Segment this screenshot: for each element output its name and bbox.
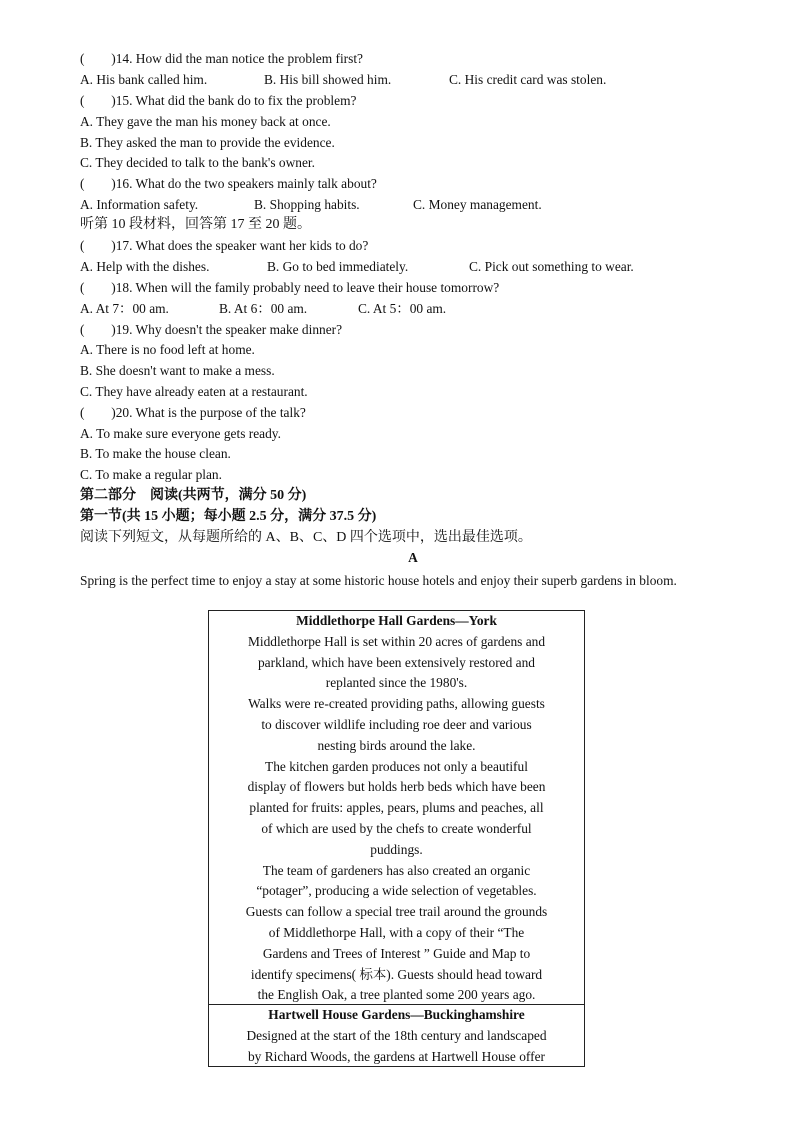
garden-middlethorpe-line: planted for fruits: apples, pears, plums and peaches, all: [249, 800, 544, 816]
question-20-option-a: A. To make sure everyone gets ready.: [80, 426, 281, 441]
question-17-option-b: B. Go to bed immediately.: [267, 259, 409, 274]
garden-middlethorpe-line: The team of gardeners has also created an organic: [262, 862, 531, 878]
garden-middlethorpe-line: “potager”, producing a wide selection of vegetables.: [256, 883, 537, 899]
garden-middlethorpe-line: of Middlethorpe Hall, with a copy of their “The: [268, 924, 525, 940]
garden-middlethorpe-line: The kitchen garden produces not only a beautiful: [265, 758, 528, 774]
question-19-option-a: A. There is no food left at home.: [80, 342, 255, 357]
garden-middlethorpe-line: to discover wildlife including roe deer and various: [261, 716, 532, 732]
question-18-stem: ( )18. When will the family probably need to leave their house tomorrow?: [80, 280, 500, 295]
question-18-option-c: C. At 5：00 am.: [358, 301, 447, 316]
question-16-stem: ( )16. What do the two speakers mainly talk about?: [80, 176, 377, 191]
gardens-box: [208, 610, 585, 1067]
garden-middlethorpe-section: [209, 611, 584, 1005]
garden-middlethorpe-line: Gardens and Trees of Interest ” Guide and Map to: [262, 945, 531, 961]
question-20-option-c: C. To make a regular plan.: [80, 467, 222, 482]
question-15-stem: ( )15. What did the bank do to fix the problem?: [80, 93, 357, 108]
garden-middlethorpe-line: Middlethorpe Hall is set within 20 acres of gardens and: [247, 633, 546, 649]
question-15-option-a: A. They gave the man his money back at once.: [80, 114, 331, 129]
garden-middlethorpe-line: nesting birds around the lake.: [317, 737, 476, 753]
garden-hartwell-line: Designed at the start of the 18th century and landscaped: [246, 1027, 547, 1043]
passage-label: A: [408, 550, 418, 565]
question-15-option-c: C. They decided to talk to the bank's owner.: [80, 155, 315, 170]
question-16-option-a: A. Information safety.: [80, 197, 199, 212]
garden-middlethorpe-line: parkland, which have been extensively restored and: [257, 654, 535, 670]
garden-hartwell-section: [209, 1005, 584, 1067]
question-16-option-c: C. Money management.: [413, 197, 542, 212]
question-17-option-a: A. Help with the dishes.: [80, 259, 210, 274]
section-note: 听第 10 段材料，回答第 17 至 20 题。: [80, 217, 311, 232]
question-14-option-a: A. His bank called him.: [80, 72, 208, 87]
garden-middlethorpe-line: Guests can follow a special tree trail around the grounds: [245, 904, 548, 920]
question-19-option-b: B. She doesn't want to make a mess.: [80, 363, 275, 378]
garden-middlethorpe-line: replanted since the 1980's.: [325, 675, 468, 691]
part2-heading: 第二部分 阅读(共两节，满分 50 分): [80, 488, 307, 503]
question-18-option-b: B. At 6：00 am.: [219, 301, 308, 316]
section1-heading: 第一节(共 15 小题；每小题 2.5 分，满分 37.5 分): [80, 509, 377, 524]
garden-middlethorpe-title: Middlethorpe Hall Gardens—York: [296, 613, 497, 628]
garden-middlethorpe-line: display of flowers but holds herb beds which have been: [247, 779, 546, 795]
question-15-option-b: B. They asked the man to provide the evidence.: [80, 135, 335, 150]
passage-intro: Spring is the perfect time to enjoy a stay at some historic house hotels and enjoy their superb gardens in bloom.: [80, 573, 677, 588]
garden-middlethorpe-line: puddings.: [370, 841, 423, 857]
garden-middlethorpe-line: identify specimens( 标本). Guests should head toward: [250, 966, 543, 982]
question-16-option-b: B. Shopping habits.: [254, 197, 360, 212]
reading-instruction: 阅读下列短文，从每题所给的 A、B、C、D 四个选项中，选出最佳选项。: [80, 530, 532, 545]
garden-hartwell-title: Hartwell House Gardens—Buckinghamshire: [268, 1007, 525, 1022]
question-20-option-b: B. To make the house clean.: [80, 446, 231, 461]
question-14-option-c: C. His credit card was stolen.: [449, 72, 607, 87]
garden-middlethorpe-line: Walks were re-created providing paths, allowing guests: [248, 696, 545, 712]
question-20-stem: ( )20. What is the purpose of the talk?: [80, 405, 306, 420]
question-17-option-c: C. Pick out something to wear.: [469, 259, 634, 274]
question-19-option-c: C. They have already eaten at a restaurant.: [80, 384, 308, 399]
question-14-option-b: B. His bill showed him.: [264, 72, 392, 87]
garden-hartwell-line: by Richard Woods, the gardens at Hartwell House offer: [247, 1048, 546, 1064]
question-17-stem: ( )17. What does the speaker want her kids to do?: [80, 238, 369, 253]
question-14-stem: ( )14. How did the man notice the problem first?: [80, 51, 363, 66]
question-18-option-a: A. At 7：00 am.: [80, 301, 169, 316]
question-19-stem: ( )19. Why doesn't the speaker make dinner?: [80, 322, 343, 337]
garden-middlethorpe-line: the English Oak, a tree planted some 200 years ago.: [257, 987, 536, 1003]
garden-middlethorpe-line: of which are used by the chefs to create wonderful: [261, 820, 532, 836]
